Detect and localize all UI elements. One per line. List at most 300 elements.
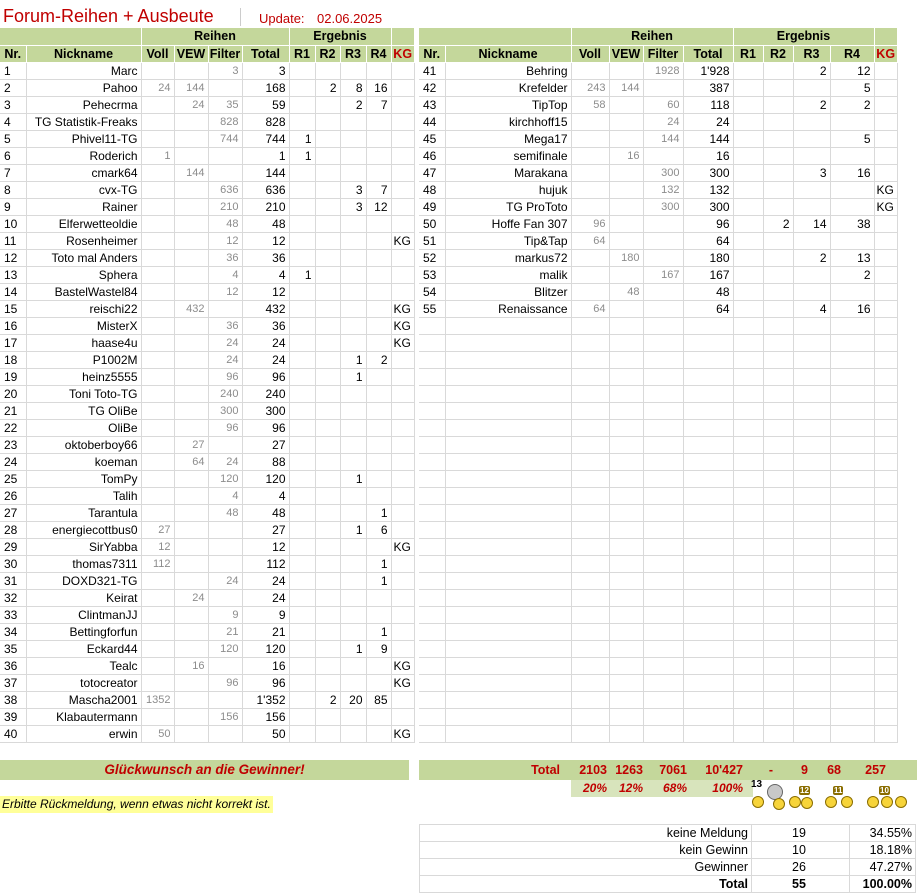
cell-r4: 85 xyxy=(366,691,391,708)
table-row xyxy=(0,572,414,589)
cell-r1 xyxy=(289,555,315,572)
cell-nr: 29 xyxy=(0,538,26,555)
empty-cell xyxy=(733,385,763,402)
col-header-vew: VEW xyxy=(174,45,208,62)
cell-vew xyxy=(174,334,208,351)
cell-r1 xyxy=(289,606,315,623)
col-header-voll: Voll xyxy=(571,45,609,62)
cell-r3: 1 xyxy=(340,351,366,368)
cell-r2 xyxy=(315,504,340,521)
cell-nr: 46 xyxy=(419,147,445,164)
empty-cell xyxy=(683,402,733,419)
cell-r2 xyxy=(763,283,793,300)
col-header-nickname: Nickname xyxy=(445,45,571,62)
stats-label: Gewinner xyxy=(420,859,752,876)
empty-cell xyxy=(733,453,763,470)
empty-cell xyxy=(830,521,874,538)
empty-row xyxy=(419,368,897,385)
empty-cell xyxy=(683,504,733,521)
cell-kg xyxy=(874,266,897,283)
empty-cell xyxy=(419,691,445,708)
empty-cell xyxy=(733,538,763,555)
cell-voll xyxy=(141,402,174,419)
table-row xyxy=(0,368,414,385)
cell-total: 9 xyxy=(242,606,289,623)
table-row xyxy=(0,215,414,232)
empty-cell xyxy=(763,657,793,674)
cell-r4 xyxy=(366,419,391,436)
cell-vew xyxy=(174,62,208,79)
cell-filter: 132 xyxy=(643,181,683,198)
update-date: 02.06.2025 xyxy=(317,11,383,26)
stats-row xyxy=(420,876,916,893)
empty-cell xyxy=(793,606,830,623)
cell-filter: 167 xyxy=(643,266,683,283)
cell-nr: 32 xyxy=(0,589,26,606)
cell-vew: 144 xyxy=(609,79,643,96)
page-title: Forum-Reihen + Ausbeute xyxy=(3,6,214,26)
cell-vew xyxy=(174,504,208,521)
cell-total: 144 xyxy=(242,164,289,181)
empty-cell xyxy=(571,538,609,555)
empty-cell xyxy=(643,725,683,742)
cell-voll xyxy=(571,181,609,198)
cell-r4: 2 xyxy=(830,266,874,283)
cell-kg xyxy=(391,640,414,657)
cell-r1 xyxy=(289,487,315,504)
cell-vew: 144 xyxy=(174,79,208,96)
empty-cell xyxy=(793,385,830,402)
cell-r1 xyxy=(289,725,315,742)
cell-r2 xyxy=(315,606,340,623)
empty-cell xyxy=(571,691,609,708)
empty-cell xyxy=(571,470,609,487)
cell-vew xyxy=(174,147,208,164)
totals-vew: 1263 xyxy=(615,763,643,777)
empty-cell xyxy=(609,368,643,385)
cell-r2 xyxy=(315,198,340,215)
cell-r2 xyxy=(763,147,793,164)
empty-row xyxy=(419,623,897,640)
table-row xyxy=(0,657,414,674)
cell-nr: 16 xyxy=(0,317,26,334)
cell-r2 xyxy=(763,232,793,249)
cell-r4 xyxy=(366,147,391,164)
cell-r2 xyxy=(315,436,340,453)
cell-total: 96 xyxy=(242,674,289,691)
empty-cell xyxy=(763,538,793,555)
empty-cell xyxy=(874,572,897,589)
cell-kg xyxy=(874,300,897,317)
empty-cell xyxy=(445,589,571,606)
cell-total: 16 xyxy=(683,147,733,164)
cell-filter: 3 xyxy=(208,62,242,79)
cell-r2 xyxy=(315,538,340,555)
cell-r2 xyxy=(315,674,340,691)
cell-vew xyxy=(174,113,208,130)
empty-cell xyxy=(445,470,571,487)
cell-r1 xyxy=(289,640,315,657)
stats-label: kein Gewinn xyxy=(420,842,752,859)
cell-vew xyxy=(609,198,643,215)
empty-cell xyxy=(874,385,897,402)
empty-cell xyxy=(445,317,571,334)
empty-cell xyxy=(419,674,445,691)
cell-r1 xyxy=(733,147,763,164)
cell-r3 xyxy=(340,606,366,623)
empty-cell xyxy=(874,640,897,657)
cell-name: energiecottbus0 xyxy=(26,521,141,538)
cell-r2 xyxy=(763,130,793,147)
table-row xyxy=(419,181,897,198)
cell-r1 xyxy=(289,79,315,96)
cell-filter: 36 xyxy=(208,249,242,266)
col-header-kg: KG xyxy=(874,45,897,62)
cell-nr: 15 xyxy=(0,300,26,317)
cell-name: TG Statistik-Freaks xyxy=(26,113,141,130)
cell-name: Tarantula xyxy=(26,504,141,521)
cell-filter: 300 xyxy=(643,164,683,181)
cell-vew: 432 xyxy=(174,300,208,317)
cell-nr: 38 xyxy=(0,691,26,708)
cell-kg xyxy=(391,96,414,113)
cell-r3 xyxy=(340,334,366,351)
cell-total: 120 xyxy=(242,640,289,657)
empty-cell xyxy=(643,402,683,419)
cell-r4 xyxy=(366,708,391,725)
cell-r2 xyxy=(763,164,793,181)
cell-voll xyxy=(141,436,174,453)
cell-r3 xyxy=(340,436,366,453)
gold-cup-icon: 10 xyxy=(880,786,889,795)
empty-cell xyxy=(571,572,609,589)
cell-total: 1'928 xyxy=(683,62,733,79)
col-header-r1: R1 xyxy=(733,45,763,62)
cell-voll xyxy=(141,640,174,657)
table-row xyxy=(0,419,414,436)
cell-vew xyxy=(174,691,208,708)
empty-cell xyxy=(609,521,643,538)
empty-cell xyxy=(733,640,763,657)
smiley-face-icon xyxy=(841,796,853,808)
empty-cell xyxy=(793,402,830,419)
cell-r1 xyxy=(289,62,315,79)
empty-cell xyxy=(830,555,874,572)
empty-cell xyxy=(643,487,683,504)
empty-row xyxy=(419,572,897,589)
cell-filter: 744 xyxy=(208,130,242,147)
cell-vew xyxy=(609,96,643,113)
cell-nr: 48 xyxy=(419,181,445,198)
empty-cell xyxy=(733,657,763,674)
empty-cell xyxy=(874,419,897,436)
empty-cell xyxy=(419,623,445,640)
empty-cell xyxy=(643,555,683,572)
stats-row xyxy=(420,859,916,876)
empty-row xyxy=(419,487,897,504)
cell-r1 xyxy=(289,181,315,198)
empty-cell xyxy=(445,385,571,402)
cell-name: Talih xyxy=(26,487,141,504)
cell-filter: 96 xyxy=(208,368,242,385)
cell-r4 xyxy=(366,300,391,317)
empty-cell xyxy=(643,436,683,453)
cell-r2 xyxy=(763,249,793,266)
cell-r4 xyxy=(830,198,874,215)
empty-cell xyxy=(830,334,874,351)
cell-total: 36 xyxy=(242,317,289,334)
empty-cell xyxy=(609,538,643,555)
cell-voll xyxy=(141,96,174,113)
cell-r3: 2 xyxy=(793,96,830,113)
stats-row xyxy=(420,825,916,842)
cell-nr: 18 xyxy=(0,351,26,368)
cell-kg xyxy=(391,589,414,606)
cell-total: 12 xyxy=(242,283,289,300)
cell-name: SirYabba xyxy=(26,538,141,555)
table-row xyxy=(419,113,897,130)
col-header-r4: R4 xyxy=(830,45,874,62)
table-row xyxy=(0,538,414,555)
cell-r3 xyxy=(340,232,366,249)
smiley-13-group xyxy=(751,780,791,812)
cell-kg xyxy=(874,130,897,147)
table-row xyxy=(0,674,414,691)
cell-filter: 96 xyxy=(208,419,242,436)
cell-nr: 31 xyxy=(0,572,26,589)
table-row xyxy=(419,266,897,283)
empty-cell xyxy=(874,521,897,538)
empty-cell xyxy=(683,708,733,725)
empty-cell xyxy=(733,725,763,742)
cell-total: 210 xyxy=(242,198,289,215)
col-header-nickname: Nickname xyxy=(26,45,141,62)
cell-filter: 300 xyxy=(208,402,242,419)
empty-cell xyxy=(830,385,874,402)
cell-name: Toto mal Anders xyxy=(26,249,141,266)
empty-cell xyxy=(571,623,609,640)
cell-total: 12 xyxy=(242,232,289,249)
cell-r4 xyxy=(830,113,874,130)
cell-kg xyxy=(874,283,897,300)
empty-cell xyxy=(733,487,763,504)
cell-filter: 96 xyxy=(208,674,242,691)
cell-total: 24 xyxy=(242,572,289,589)
cell-vew: 16 xyxy=(609,147,643,164)
empty-cell xyxy=(445,555,571,572)
empty-cell xyxy=(445,334,571,351)
empty-cell xyxy=(445,674,571,691)
cell-total: 96 xyxy=(242,368,289,385)
cell-r3 xyxy=(340,725,366,742)
table-row xyxy=(0,198,414,215)
empty-cell xyxy=(609,725,643,742)
cell-r2 xyxy=(315,113,340,130)
empty-cell xyxy=(571,606,609,623)
empty-cell xyxy=(874,317,897,334)
cell-voll xyxy=(571,198,609,215)
empty-cell xyxy=(643,606,683,623)
cell-name: Toni Toto-TG xyxy=(26,385,141,402)
table-row xyxy=(0,708,414,725)
empty-cell xyxy=(733,691,763,708)
cell-nr: 52 xyxy=(419,249,445,266)
empty-cell xyxy=(830,317,874,334)
totals-r3: 68 xyxy=(827,763,841,777)
cell-voll xyxy=(571,113,609,130)
cell-name: Tealc xyxy=(26,657,141,674)
cell-name: totocreator xyxy=(26,674,141,691)
empty-cell xyxy=(683,538,733,555)
empty-cell xyxy=(683,334,733,351)
cell-r4 xyxy=(830,283,874,300)
empty-cell xyxy=(683,623,733,640)
empty-cell xyxy=(793,419,830,436)
cell-r4 xyxy=(366,266,391,283)
empty-cell xyxy=(830,487,874,504)
empty-cell xyxy=(830,419,874,436)
cell-r2 xyxy=(315,419,340,436)
cell-vew xyxy=(609,232,643,249)
cell-r1 xyxy=(733,96,763,113)
cell-nr: 10 xyxy=(0,215,26,232)
smiley-face-icon xyxy=(825,796,837,808)
empty-cell xyxy=(830,640,874,657)
empty-cell xyxy=(733,521,763,538)
cell-name: Tip&Tap xyxy=(445,232,571,249)
cell-name: Sphera xyxy=(26,266,141,283)
cell-r1 xyxy=(733,198,763,215)
cell-name: P1002M xyxy=(26,351,141,368)
cell-r2 xyxy=(763,266,793,283)
cell-nr: 50 xyxy=(419,215,445,232)
cell-kg xyxy=(874,96,897,113)
cell-vew xyxy=(174,283,208,300)
cell-r3 xyxy=(340,385,366,402)
empty-cell xyxy=(874,453,897,470)
cell-kg xyxy=(391,181,414,198)
empty-cell xyxy=(874,589,897,606)
empty-cell xyxy=(793,317,830,334)
cell-nr: 21 xyxy=(0,402,26,419)
cell-nr: 14 xyxy=(0,283,26,300)
empty-cell xyxy=(874,606,897,623)
cell-kg xyxy=(391,62,414,79)
empty-cell xyxy=(643,589,683,606)
cell-kg xyxy=(874,113,897,130)
cell-r4 xyxy=(830,147,874,164)
cell-name: Marakana xyxy=(445,164,571,181)
cell-filter: 21 xyxy=(208,623,242,640)
empty-cell xyxy=(445,521,571,538)
empty-cell xyxy=(763,521,793,538)
cell-filter: 35 xyxy=(208,96,242,113)
cell-r1 xyxy=(733,215,763,232)
empty-cell xyxy=(609,436,643,453)
cell-name: OliBe xyxy=(26,419,141,436)
empty-cell xyxy=(419,317,445,334)
cell-vew xyxy=(609,130,643,147)
cell-r1 xyxy=(289,674,315,691)
smiley-face-icon xyxy=(789,796,801,808)
table-row xyxy=(0,402,414,419)
cell-name: reischi22 xyxy=(26,300,141,317)
cell-vew xyxy=(174,368,208,385)
empty-cell xyxy=(445,640,571,657)
table-row xyxy=(0,691,414,708)
cell-r1 xyxy=(733,113,763,130)
cell-voll xyxy=(571,130,609,147)
cell-r4: 12 xyxy=(366,198,391,215)
cell-r3 xyxy=(340,572,366,589)
cell-filter: 12 xyxy=(208,283,242,300)
table-row xyxy=(0,725,414,742)
cell-vew xyxy=(174,198,208,215)
cell-kg xyxy=(391,691,414,708)
table-body-right xyxy=(419,62,897,742)
cell-filter: 636 xyxy=(208,181,242,198)
empty-cell xyxy=(445,368,571,385)
cell-nr: 2 xyxy=(0,79,26,96)
empty-cell xyxy=(643,657,683,674)
cell-total: 240 xyxy=(242,385,289,402)
cell-r2 xyxy=(315,300,340,317)
empty-row xyxy=(419,385,897,402)
cell-voll xyxy=(571,249,609,266)
cell-r2 xyxy=(315,521,340,538)
cell-vew xyxy=(174,623,208,640)
cell-filter xyxy=(643,300,683,317)
cell-name: ClintmanJJ xyxy=(26,606,141,623)
empty-cell xyxy=(733,589,763,606)
empty-cell xyxy=(643,419,683,436)
cell-total: 1 xyxy=(242,147,289,164)
empty-cell xyxy=(830,589,874,606)
cell-nr: 22 xyxy=(0,419,26,436)
cell-r4 xyxy=(366,657,391,674)
empty-cell xyxy=(733,334,763,351)
cell-total: 48 xyxy=(683,283,733,300)
cell-r2 xyxy=(315,725,340,742)
cell-name: Mascha2001 xyxy=(26,691,141,708)
cell-r4: 16 xyxy=(366,79,391,96)
stats-table xyxy=(419,824,916,893)
cell-filter xyxy=(208,538,242,555)
smiley-label: 13 xyxy=(751,779,763,790)
cell-voll xyxy=(141,181,174,198)
cell-r2 xyxy=(763,181,793,198)
cell-voll xyxy=(141,385,174,402)
results-table-right xyxy=(419,28,898,743)
cell-r3 xyxy=(340,623,366,640)
smiley-10-group xyxy=(867,780,915,812)
cell-r1 xyxy=(289,334,315,351)
col-header-vew: VEW xyxy=(609,45,643,62)
table-row xyxy=(0,181,414,198)
cell-kg: KG xyxy=(391,725,414,742)
cell-total: 21 xyxy=(242,623,289,640)
cell-nr: 47 xyxy=(419,164,445,181)
cell-r4 xyxy=(366,368,391,385)
empty-cell xyxy=(763,334,793,351)
empty-cell xyxy=(683,317,733,334)
results-table-left xyxy=(0,28,415,743)
empty-cell xyxy=(643,453,683,470)
cell-r4 xyxy=(366,113,391,130)
empty-cell xyxy=(419,640,445,657)
cell-voll: 58 xyxy=(571,96,609,113)
empty-cell xyxy=(874,725,897,742)
